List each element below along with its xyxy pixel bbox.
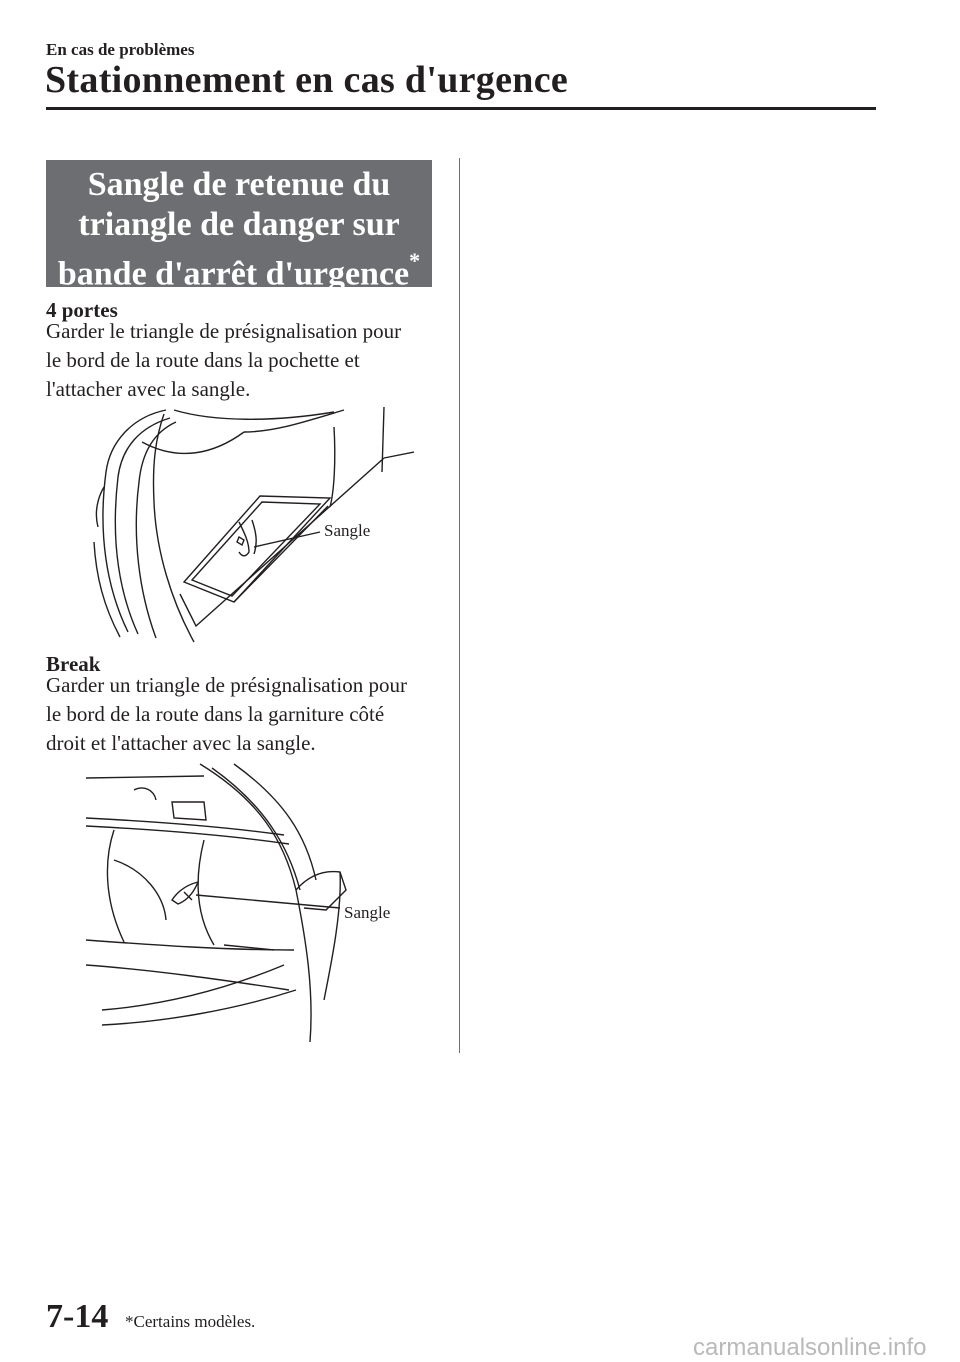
footnote: *Certains modèles.	[125, 1312, 256, 1331]
strap	[172, 882, 198, 904]
topic-heading-line-1: Sangle de retenue du	[87, 166, 391, 203]
net-pocket	[180, 452, 414, 626]
trunk-illustration-break	[84, 760, 404, 1046]
paragraph-line: droit et l'attacher avec la sangle.	[46, 731, 316, 755]
topic-heading-line-3-text: bande d'arrêt d'urgence	[57, 255, 410, 293]
chapter-title: En cas de problèmes	[46, 40, 195, 59]
paragraph-line: Garder le triangle de présignalisation pour	[46, 319, 402, 343]
subheading-break: Break	[46, 652, 101, 676]
topic-heading-line-2: triangle de danger sur	[78, 206, 400, 243]
subheading-4-portes: 4 portes	[46, 298, 118, 322]
paragraph-line: Garder un triangle de présignalisation pour	[46, 673, 407, 697]
trunk-illustration-sedan	[84, 402, 414, 647]
topic-heading-line-3	[46, 245, 432, 294]
cargo-floor	[86, 830, 296, 1025]
column-divider	[459, 158, 460, 1053]
figure-label-sangle: Sangle	[324, 521, 371, 540]
watermark: carmanualsonline.info	[693, 1334, 927, 1361]
paragraph-line: le bord de la route dans la pochette et	[46, 348, 360, 372]
heading-asterisk: *	[409, 248, 421, 273]
strap	[237, 520, 256, 556]
tailgate-opening	[86, 764, 346, 1042]
paragraph-4-portes	[46, 317, 401, 404]
paragraph-line: le bord de la route dans la garniture côté	[46, 702, 385, 726]
header-rule	[46, 107, 876, 110]
page-number: 7-14	[46, 1298, 109, 1335]
paragraph-break	[46, 671, 407, 758]
figure-label-sangle: Sangle	[344, 903, 391, 922]
paragraph-line: l'attacher avec la sangle.	[46, 377, 251, 401]
topic-heading	[46, 160, 432, 293]
leader-line	[196, 895, 340, 908]
section-title: Stationnement en cas d'urgence	[45, 59, 569, 101]
